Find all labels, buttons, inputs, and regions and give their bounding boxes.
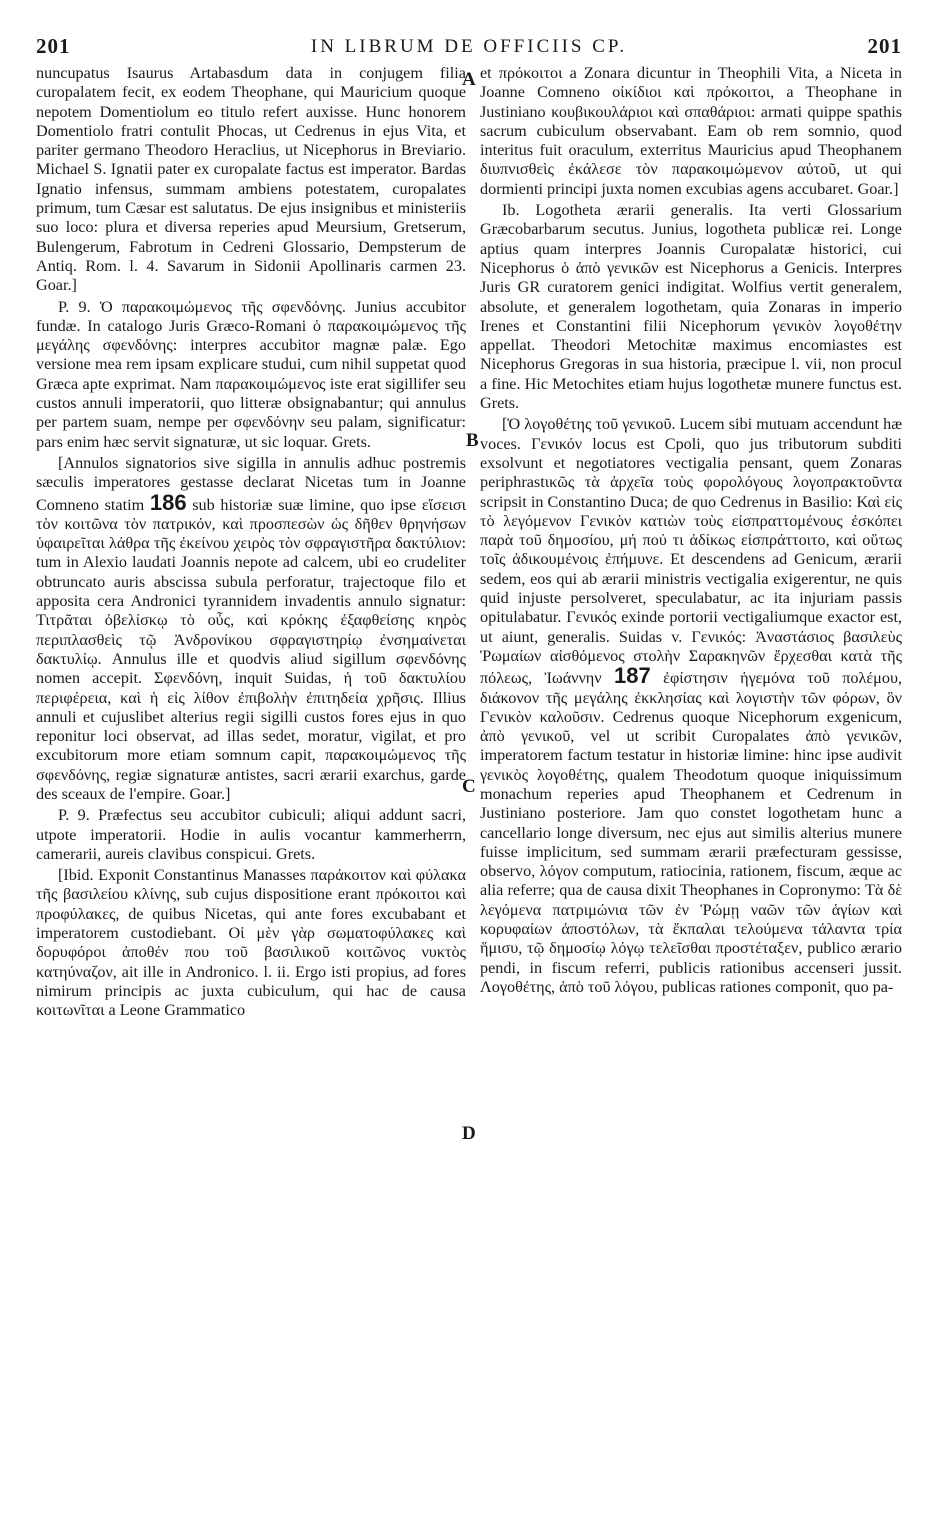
right-paragraph-2: Ib. Logotheta ærarii generalis. Ita verti Glossarium Græcobarbarum secutus. Junius, logotheta publicæ rei. Longe aptius quam interpres Joannis Curopalatæ historici, cui Nicephorus ὁ ἀπὸ γενικῶν est Nicephorus a Genicis. Interpres Juris GR curatorem genici indigitat. Wolfius vertit generalem, absolute, et generalem logothetam, quia Zonaras in imperio Irenes et Constantini filii Nicephorum γενικὸν λογοθέτην appellat. Theodori Metochitæ maximus encomiastes est Nicephorus Gregoras in sua historia, præcipue l. vii, non procul a fine. Hic Metochites etiam hujus logothetæ munere functus est. Grets. bbox=[480, 201, 902, 413]
margin-letter-a: A bbox=[462, 69, 476, 90]
left-page-number: 201 bbox=[36, 34, 71, 58]
running-title: IN LIBRUM DE OFFICIIS CP. bbox=[310, 36, 628, 57]
left-column bbox=[36, 64, 466, 1021]
right-paragraph-3-part-2: ἐφίστησιν ἡγεμόνα τοῦ πολέμου, διάκονον τῆς μεγάλης ἐκκλησίας καὶ λογιστὴν τῶν φόρων, ὃν Γενικὸν καλοῦσιν. Cedrenus quoque Nicephorum exgenicum, ἀπὸ γενικοῦ, vel ut scribit Curopalates ἀπὸ γενικῶν, imperatorem factum testatur in historiæ limine: hinc ipse audivit γενικὸς λογοθέτης, qualem Theodotum quoque iniquissimum monachum reperies apud Theophanem et Cedrenum in Justiniano posteriore. Jam quo constet logothetam hunc a cancellario longe diversum, nec ejus aut similis alterius munere fuisse implicitum, sed summam ærarii præfecturam gessisse, observo, λόγον computum, ratiocinia, rationem, fiscum, æque ac alia referre; qua de causa dixit Theophanes in Copronymo: Τὰ δὲ λεγόμενα πατριμώνια τῶν ἐν Ῥώμῃ ναῶν τῶν ἁγίων καὶ κορυφαίων ἀποστόλων, τὰ ἔκπαλαι τελούμενα τάλαντα τρία ἥμισυ, τῷ δημοσίῳ λόγῳ τελεῖσθαι προστέταξεν, publico ærario pendi, in fiscum referri, publicis rationibus accenseri jussit. Λογοθέτης, ἀπὸ τοῦ λόγου, publicas rationes componit, quo pa- bbox=[480, 669, 903, 996]
column-number-186: 186 bbox=[149, 489, 187, 515]
margin-letter-c: C bbox=[462, 776, 476, 797]
left-paragraph-3 bbox=[36, 454, 466, 804]
right-column bbox=[480, 64, 902, 997]
margin-letter-b: B bbox=[466, 430, 479, 451]
right-paragraph-1: et πρόκοιτοι a Zonara dicuntur in Theophili Vita, a Niceta in Joanne Comneno οἰκίδιοι καὶ πρόκοιτοι, a Theophane in Justiniano κουβικουλάριοι καὶ σπαθάριοι: armati quippe spathis sacrum cubiculum observabant. Eam ob rem somnio, quod interitus fuit oraculum, exterritus Mauricius apud Theophanem διυπνισθεὶς ἐκάλεσε τὸν παρακοιμώμενον αὐτοῦ, ut qui dormienti principi juxta nomen excubias agens accubaret. Goar.] bbox=[480, 64, 902, 198]
right-paragraph-3 bbox=[480, 415, 902, 997]
left-paragraph-4: P. 9. Præfectus seu accubitor cubiculi; aliqui addunt sacri, utpote imperatorii. Hodie in aulis vocantur kammerherrn, camerarii, aureis clavibus conspicui. Grets. bbox=[36, 806, 466, 863]
running-header bbox=[36, 34, 902, 60]
left-paragraph-5: [Ibid. Exponit Constantinus Manasses παράκοιτον καὶ φύλακα τῆς βασιλείου κλίνης, sub cujus dispositione erant πρόκοιτοι καὶ προφύλακες, de quibus Nicetas, qui ante fores excubabant et imperatorem custodiebant. Οἱ μὲν γὰρ σωματοφύλακες καὶ δορυφόροι ἀποθέν που τοῦ βασιλικοῦ κοιτῶνος νυκτὸς κατηύναζον, ait ille in Andronico. l. ii. Ergo isti propius, ad fores nimirum principis ac juxta cubiculum, qui hac de causa κοιτωνῖται a Leone Grammatico bbox=[36, 866, 466, 1020]
left-paragraph-1: nuncupatus Isaurus Artabasdum data in conjugem filia curopalatem fecit, ex eodem Theophane, qui Mauricium quoque nepotem Domentiolum eo titulo refert auxisse. Hunc honorem Domentiolo fratri contulit Phocas, ut Cedrenus in ejus Vita, et pariter germano Theodoro Heraclius, ut Nicephorus in Breviario. Michael S. Ignatii pater ex curopalate factus est imperator. Bardas Ignatio infensus, summam ambiens potestatem, curopalates primum, tum Cæsar est salutatus. De ejus insignibus et ministeriis suo loco: plura et diversa reperies apud Meursium, Gretserum, Bulengerum, Fabrotum in Cedreni Glossario, Dempsterum de Antiq. Rom. l. 4. Savarum in Sidonii Apollinaris carmen 23. Goar.] bbox=[36, 64, 466, 295]
right-page-number: 201 bbox=[867, 34, 902, 58]
right-paragraph-3-part-1: [Ὁ λογοθέτης τοῦ γενικοῦ. Lucem sibi mutuam accendunt hæ voces. Γενικόν locus est Cpoli, quo jus tributorum subditi exsolvunt et negotiatores vectigalia pensant, quem Zonaras periphrastικῶς τὰ ἀρχεῖα τοὺς φορολόγους λογοπρακτοῦντα scripsit in Constantino Duca; de quo Cedrenus in Basilio: Καὶ εἰς τὸ λεγόμενον Γενικὸν κατιὼν τοὺς εἰσπραττομένους ἐσκόπει παρὰ τοῦ δημοσίου, μή πού τι ἀδίκως εἰσπράττοιτο, καὶ οὕτως τοῖς ἀδικουμένοις ἐπήμυνε. Et descendens ad Genicum, ærarii sedem, eos qui ab ærarii ministris vectigalia exigerentur, ne quis quid injuste persolveret, speculabatur, ac ita injuriam passis opitulabatur. Γενικός exinde portorii vectigaliumque exactor est, ut aiunt, generalis. Suidas v. Γενικός: Ἀναστάσιος βασιλεὺς Ῥωμαίων αἰσθόμενος στολὴν Σαρακηνῶν ἔρχεσθαι κατὰ τῆς πόλεως, Ἰωάννην bbox=[480, 415, 902, 688]
column-number-187: 187 bbox=[614, 663, 651, 689]
left-paragraph-2: P. 9. Ὁ παρακοιμώμενος τῆς σφενδόνης. Junius accubitor fundæ. In catalogo Juris Græco-Romani ὁ παρακοιμώμενος τῆς μεγάλης σφενδόνης: interpres accubitor magnæ palæ. Ego versione mea rem ipsam explicare studui, cum nihil suppetat quod Græca apte exprimat. Nam παρακοιμώμενος iste erat sigillifer seu custos annuli imperatorii, quo litteræ obsignabantur; qui annulus per partem suam, nempe per σφενδόνην seu palam, significatur: pars enim hæc servit signaturæ, ut sic loquar. Grets. bbox=[36, 297, 466, 451]
margin-letter-d: D bbox=[462, 1123, 476, 1144]
left-paragraph-3-part-2: sub historiæ suæ limine, quo ipse εἴσεισι τὸν κοιτῶνα τὸν πατρικόν, καὶ προσπεσὼν ὡς δῆθεν θρηνήσων ὑφαιρεῖται λάθρα τῆς ἐκείνου χειρὸς τὸν σφραγιστῆρα δακτύλιον: tum in Alexio laudati Joannis nepote ad calcem, ubi eo crudeliter obtruncato auris abscissa subula perforatur, trajectoque filo et apposita cera Andronici tyrannidem invadentis annulo signatur: Τιτρᾶται ὀβελίσκῳ τὸ οὖς, καὶ κρόκης ἐξαφθείσης κηρὸς περιπλασθεὶς τῷ Ἀνδρονίκου σφραγιστηρίῳ ἐνσημαίνεται δακτυλίῳ. Annulus ille et quodvis aliud sigillum σφενδόνης nomen accepit. Σφενδόνη, inquit Suidas, ἡ τοῦ δακτυλίου περιφέρεια, καὶ ἡ εἰς λίθον ἐπιβολὴν ἐπιτηδεία χρῆσις. Illius annuli et cujuslibet alterius regii sigilli custos fores ejus in quo reponitur loci observat, ad illas sedet, moratur, vigilat, et pro excubitorum more etiam somnum capit, παρακοιμώμενος τῆς σφενδόνης, regiæ signaturæ antistes, sacri ærarii exarchus, garde des sceaux de l'empire. Goar.] bbox=[36, 495, 466, 803]
left-paragraph-3-part-1: [Annulos signatorios sive sigilla in annulis adhuc postremis sæculis imperatores gestasse declarat Nicetas tum in Joanne Comneno statim bbox=[36, 453, 466, 514]
